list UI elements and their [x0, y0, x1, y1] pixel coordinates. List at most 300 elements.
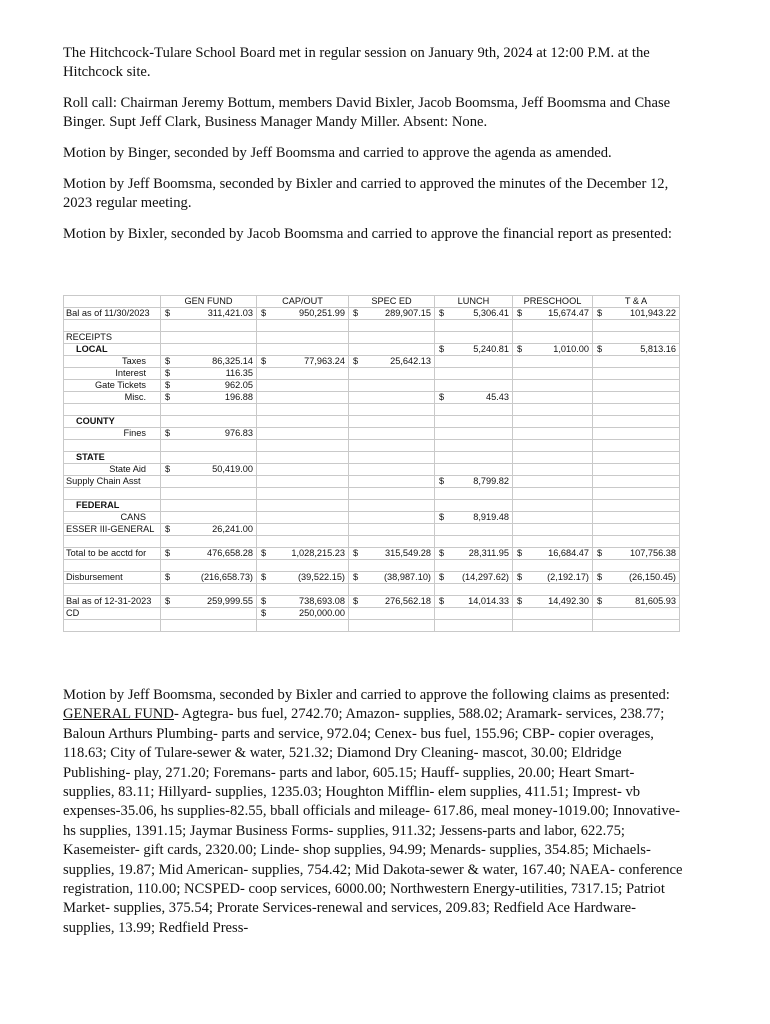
currency-sign: $ [165, 572, 171, 582]
table-cell [257, 560, 349, 572]
table-cell [161, 380, 257, 392]
table-cell [161, 584, 257, 596]
table-cell [593, 512, 680, 524]
table-cell [257, 500, 349, 512]
row-label: Bal as of 12-31-2023 [64, 596, 161, 608]
table-cell [593, 380, 680, 392]
table-cell [435, 320, 513, 332]
table-cell [161, 608, 257, 620]
currency-sign: $ [439, 476, 445, 486]
cell-value: 86,325.14 [212, 356, 253, 366]
table-cell [513, 572, 593, 584]
row-label [64, 488, 161, 500]
table-row [64, 452, 680, 464]
table-cell [349, 608, 435, 620]
claims-paragraph [63, 686, 689, 938]
table-row [64, 440, 680, 452]
table-cell [435, 452, 513, 464]
row-label: Interest [64, 368, 161, 380]
cell-value: 16,684.47 [548, 548, 589, 558]
cell-value: 107,756.38 [630, 548, 676, 558]
table-cell [435, 584, 513, 596]
table-cell [435, 344, 513, 356]
table-cell [593, 368, 680, 380]
table-cell [349, 404, 435, 416]
currency-sign: $ [517, 548, 523, 558]
table-cell [257, 464, 349, 476]
table-cell [593, 440, 680, 452]
table-cell [257, 596, 349, 608]
cell-value: (39,522.15) [298, 572, 345, 582]
table-cell [257, 440, 349, 452]
currency-sign: $ [165, 428, 171, 438]
table-cell [593, 572, 680, 584]
table-cell [513, 308, 593, 320]
header-cell: SPEC ED [349, 296, 435, 308]
table-cell [513, 404, 593, 416]
row-label: STATE [64, 452, 161, 464]
table-cell [257, 380, 349, 392]
row-label: Disbursement [64, 572, 161, 584]
table-cell [257, 584, 349, 596]
table-cell [161, 548, 257, 560]
table-cell [161, 572, 257, 584]
table-cell [257, 548, 349, 560]
table-cell [435, 332, 513, 344]
table-cell [513, 452, 593, 464]
row-label [64, 440, 161, 452]
financial-report-table [63, 295, 679, 632]
currency-sign: $ [261, 608, 267, 618]
currency-sign: $ [517, 344, 523, 354]
table-cell [161, 620, 257, 632]
table-cell [593, 344, 680, 356]
header-cell: CAP/OUT [257, 296, 349, 308]
table-row [64, 488, 680, 500]
table-cell [435, 440, 513, 452]
paragraph-financial-motion: Motion by Bixler, seconded by Jacob Boomsma and carried to approve the financial report as presented: [63, 226, 672, 242]
table-cell [513, 380, 593, 392]
currency-sign: $ [261, 596, 267, 606]
table-row [64, 380, 680, 392]
cell-value: 259,999.55 [207, 596, 253, 606]
header-cell: PRESCHOOL [513, 296, 593, 308]
currency-sign: $ [439, 548, 445, 558]
currency-sign: $ [165, 380, 171, 390]
table-cell [257, 452, 349, 464]
table-row [64, 404, 680, 416]
table-cell [513, 368, 593, 380]
paragraph-roll-call: Roll call: Chairman Jeremy Bottum, members David Bixler, Jacob Boomsma, Jeff Boomsma and Chase Binger. Supt Jeff Clark, Business Manager Mandy Miller. Absent: None. [63, 95, 671, 130]
table-row [64, 572, 680, 584]
table-cell [257, 392, 349, 404]
table-cell [513, 440, 593, 452]
table-cell [349, 440, 435, 452]
cell-value: 738,693.08 [299, 596, 345, 606]
table-row [64, 620, 680, 632]
table-cell [593, 332, 680, 344]
table-cell [349, 464, 435, 476]
table-cell [593, 464, 680, 476]
table-cell [349, 620, 435, 632]
table-row [64, 368, 680, 380]
table-cell [161, 512, 257, 524]
table-cell [435, 464, 513, 476]
row-label: Total to be acctd for [64, 548, 161, 560]
table-cell [593, 356, 680, 368]
table-cell [349, 488, 435, 500]
table-cell [257, 332, 349, 344]
currency-sign: $ [353, 572, 359, 582]
table-cell [435, 368, 513, 380]
table-cell [593, 428, 680, 440]
table-cell [161, 476, 257, 488]
currency-sign: $ [353, 548, 359, 558]
table-cell [435, 548, 513, 560]
currency-sign: $ [517, 596, 523, 606]
table-cell [349, 356, 435, 368]
row-label [64, 620, 161, 632]
currency-sign: $ [261, 308, 267, 318]
table-cell [435, 512, 513, 524]
cell-value: 8,799.82 [473, 476, 509, 486]
table-cell [435, 488, 513, 500]
row-label [64, 320, 161, 332]
currency-sign: $ [517, 572, 523, 582]
cell-value: 976.83 [224, 428, 253, 438]
cell-value: 28,311.95 [468, 548, 509, 558]
table-cell [435, 308, 513, 320]
table-cell [593, 416, 680, 428]
paragraph-agenda-motion: Motion by Binger, seconded by Jeff Boomsma and carried to approve the agenda as amended. [63, 145, 612, 161]
claims-intro: Motion by Jeff Boomsma, seconded by Bixler and carried to approve the following claims as presented: [63, 687, 670, 703]
table-cell [593, 500, 680, 512]
row-label: ESSER III-GENERAL [64, 524, 161, 536]
table-row [64, 320, 680, 332]
table-cell [161, 308, 257, 320]
currency-sign: $ [439, 572, 445, 582]
cell-value: 101,943.22 [630, 308, 676, 318]
table-cell [513, 548, 593, 560]
table-row [64, 392, 680, 404]
currency-sign: $ [165, 392, 171, 402]
table-cell [161, 320, 257, 332]
cell-value: 25,642.13 [390, 356, 431, 366]
table-cell [513, 620, 593, 632]
table-cell [257, 308, 349, 320]
table-cell [513, 536, 593, 548]
cell-value: 26,241.00 [212, 524, 253, 534]
table-cell [513, 428, 593, 440]
currency-sign: $ [165, 368, 171, 378]
currency-sign: $ [597, 308, 603, 318]
table-cell [161, 524, 257, 536]
table-cell [257, 620, 349, 632]
cell-value: (14,297.62) [462, 572, 509, 582]
header-cell [64, 296, 161, 308]
cell-value: 289,907.15 [385, 308, 431, 318]
header-cell: LUNCH [435, 296, 513, 308]
table-cell [435, 392, 513, 404]
table-row [64, 536, 680, 548]
row-label: Taxes [64, 356, 161, 368]
table-cell [435, 596, 513, 608]
table-cell [161, 416, 257, 428]
table-cell [349, 308, 435, 320]
table-cell [349, 500, 435, 512]
row-label: CANS [64, 512, 161, 524]
table-cell [349, 392, 435, 404]
currency-sign: $ [353, 308, 359, 318]
table-cell [435, 500, 513, 512]
table-cell [435, 476, 513, 488]
currency-sign: $ [165, 356, 171, 366]
cell-value: (26,150.45) [629, 572, 676, 582]
table-cell [435, 416, 513, 428]
row-label: Bal as of 11/30/2023 [64, 308, 161, 320]
table-cell [513, 332, 593, 344]
currency-sign: $ [261, 548, 267, 558]
table-row [64, 500, 680, 512]
cell-value: (2,192.17) [547, 572, 589, 582]
currency-sign: $ [165, 548, 171, 558]
row-label: CD [64, 608, 161, 620]
table-cell [257, 572, 349, 584]
table-cell [161, 368, 257, 380]
table-cell [161, 560, 257, 572]
cell-value: 5,240.81 [473, 344, 509, 354]
table-cell [257, 488, 349, 500]
table-cell [349, 572, 435, 584]
table-cell [593, 584, 680, 596]
paragraph-meeting: The Hitchcock-Tulare School Board met in regular session on January 9th, 2024 at 12:00 P.M. at the Hitchcock site. [63, 45, 650, 80]
table-cell [161, 428, 257, 440]
table-cell [593, 548, 680, 560]
cell-value: 962.05 [224, 380, 253, 390]
table-cell [513, 488, 593, 500]
currency-sign: $ [261, 572, 267, 582]
cell-value: 196.88 [224, 392, 253, 402]
table-row [64, 548, 680, 560]
currency-sign: $ [261, 356, 267, 366]
table-cell [349, 368, 435, 380]
currency-sign: $ [439, 308, 445, 318]
table-row [64, 464, 680, 476]
table-cell [161, 452, 257, 464]
table-cell [513, 392, 593, 404]
header-cell: T & A [593, 296, 680, 308]
table-cell [435, 428, 513, 440]
table-cell [161, 404, 257, 416]
table-cell [349, 536, 435, 548]
cell-value: 1,010.00 [553, 344, 589, 354]
row-label [64, 404, 161, 416]
cell-value: 14,492.30 [548, 596, 589, 606]
row-label: Misc. [64, 392, 161, 404]
table-cell [161, 596, 257, 608]
cell-value: 311,421.03 [207, 308, 253, 318]
table-row [64, 596, 680, 608]
table-cell [593, 488, 680, 500]
cell-value: (216,658.73) [200, 572, 253, 582]
row-label: Fines [64, 428, 161, 440]
table-cell [435, 380, 513, 392]
table-cell [435, 620, 513, 632]
table-cell [435, 560, 513, 572]
table-cell [161, 332, 257, 344]
table-cell [349, 476, 435, 488]
table-row [64, 560, 680, 572]
table-cell [161, 344, 257, 356]
table-cell [349, 596, 435, 608]
table-cell [593, 608, 680, 620]
table-cell [349, 524, 435, 536]
table-cell [593, 560, 680, 572]
table-cell [349, 548, 435, 560]
table-cell [257, 320, 349, 332]
table-cell [593, 404, 680, 416]
table-cell [349, 380, 435, 392]
table-cell [513, 500, 593, 512]
table-cell [593, 308, 680, 320]
table-cell [349, 428, 435, 440]
currency-sign: $ [597, 548, 603, 558]
claims-section [63, 686, 689, 938]
table-cell [349, 584, 435, 596]
table-cell [593, 596, 680, 608]
table-cell [257, 356, 349, 368]
table-cell [513, 320, 593, 332]
minutes-text [63, 44, 689, 256]
currency-sign: $ [597, 596, 603, 606]
cell-value: 8,919.48 [473, 512, 509, 522]
paragraph-minutes-motion: Motion by Jeff Boomsma, seconded by Bixler and carried to approved the minutes of the December 12, 2023 regular meeting. [63, 176, 669, 211]
row-label: Supply Chain Asst [64, 476, 161, 488]
table-cell [435, 404, 513, 416]
currency-sign: $ [165, 308, 171, 318]
table-cell [349, 512, 435, 524]
table-cell [435, 608, 513, 620]
row-label: State Aid [64, 464, 161, 476]
currency-sign: $ [165, 464, 171, 474]
row-label: RECEIPTS [64, 332, 161, 344]
table-row [64, 512, 680, 524]
cell-value: 77,963.24 [304, 356, 345, 366]
table-cell [513, 524, 593, 536]
cell-value: 315,549.28 [385, 548, 431, 558]
table-cell [435, 524, 513, 536]
table-cell [161, 356, 257, 368]
table-cell [513, 512, 593, 524]
table-row [64, 584, 680, 596]
table-cell [257, 524, 349, 536]
table-cell [513, 584, 593, 596]
table-cell [435, 572, 513, 584]
table-cell [257, 476, 349, 488]
cell-value: 950,251.99 [299, 308, 345, 318]
header-cell: GEN FUND [161, 296, 257, 308]
table-row [64, 332, 680, 344]
currency-sign: $ [439, 392, 445, 402]
table-cell [161, 500, 257, 512]
cell-value: 45.43 [486, 392, 509, 402]
currency-sign: $ [353, 596, 359, 606]
cell-value: 5,306.41 [473, 308, 509, 318]
table-cell [257, 404, 349, 416]
table-row [64, 344, 680, 356]
table-cell [349, 416, 435, 428]
cell-value: 14,014.33 [468, 596, 509, 606]
row-label: LOCAL [64, 344, 161, 356]
currency-sign: $ [439, 596, 445, 606]
table-row [64, 308, 680, 320]
currency-sign: $ [165, 596, 171, 606]
table-header-row [64, 296, 680, 308]
cell-value: 276,562.18 [385, 596, 431, 606]
table-cell [257, 512, 349, 524]
table-cell [349, 344, 435, 356]
table-cell [435, 536, 513, 548]
table-cell [257, 536, 349, 548]
table-cell [593, 320, 680, 332]
table-cell [435, 356, 513, 368]
cell-value: (38,987.10) [384, 572, 431, 582]
table-cell [513, 356, 593, 368]
cell-value: 81,605.93 [635, 596, 676, 606]
cell-value: 1,028,215.23 [291, 548, 345, 558]
currency-sign: $ [353, 356, 359, 366]
table-cell [349, 320, 435, 332]
table-cell [257, 368, 349, 380]
currency-sign: $ [439, 344, 445, 354]
table-cell [161, 488, 257, 500]
table-row [64, 476, 680, 488]
row-label: COUNTY [64, 416, 161, 428]
table-cell [513, 560, 593, 572]
cell-value: 116.35 [225, 368, 253, 378]
cell-value: 476,658.28 [207, 548, 253, 558]
table-row [64, 356, 680, 368]
table-cell [513, 608, 593, 620]
cell-value: 250,000.00 [299, 608, 345, 618]
table-row [64, 608, 680, 620]
currency-sign: $ [439, 512, 445, 522]
table-row [64, 416, 680, 428]
row-label [64, 584, 161, 596]
table-cell [513, 344, 593, 356]
cell-value: 5,813.16 [640, 344, 676, 354]
table-cell [593, 476, 680, 488]
row-label: Gate Tickets [64, 380, 161, 392]
table-cell [161, 536, 257, 548]
table-cell [513, 416, 593, 428]
currency-sign: $ [597, 344, 603, 354]
currency-sign: $ [597, 572, 603, 582]
row-label: FEDERAL [64, 500, 161, 512]
table-cell [161, 440, 257, 452]
table-cell [593, 392, 680, 404]
table-row [64, 524, 680, 536]
table-cell [349, 332, 435, 344]
table-cell [257, 608, 349, 620]
table-cell [593, 524, 680, 536]
table-cell [513, 596, 593, 608]
table-row [64, 428, 680, 440]
table-cell [513, 464, 593, 476]
table-cell [257, 344, 349, 356]
cell-value: 15,674.47 [548, 308, 589, 318]
table-cell [593, 452, 680, 464]
